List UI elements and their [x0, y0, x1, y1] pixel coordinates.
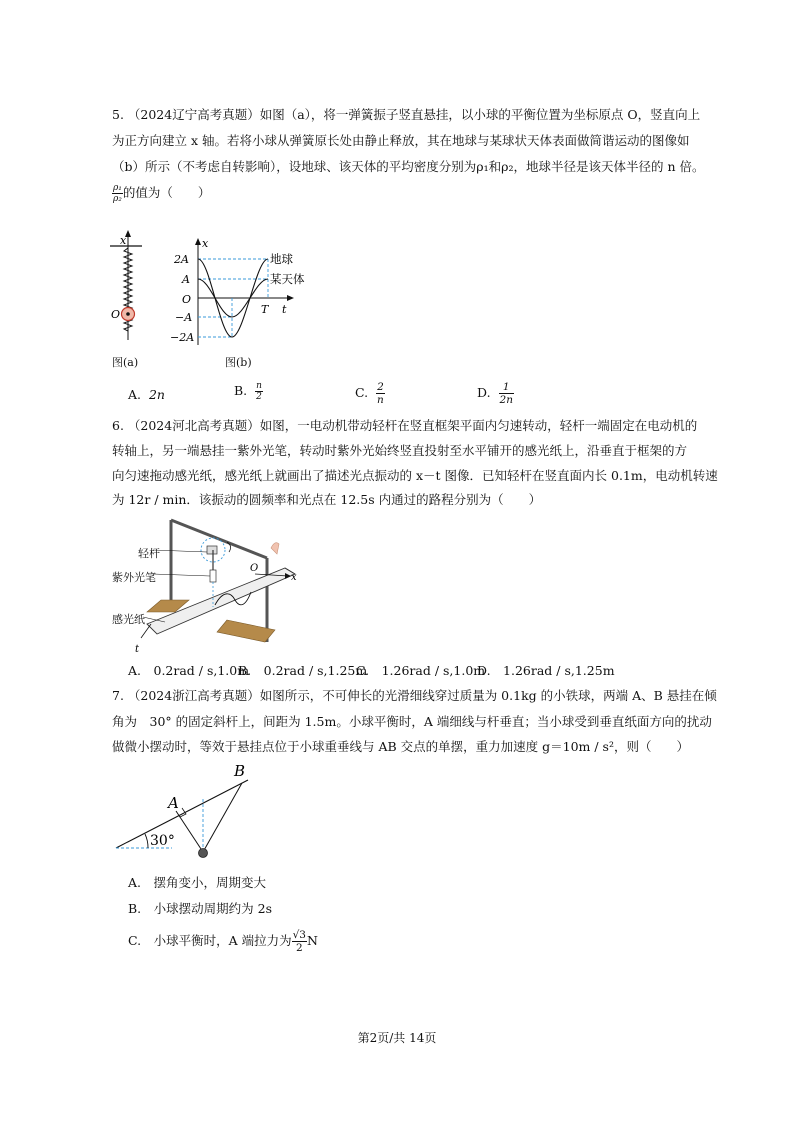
tick-T: T — [261, 303, 269, 316]
tick-2A: 2A — [174, 253, 189, 266]
paper-label: 感光纸 — [112, 613, 145, 626]
q7-option-b[interactable]: B. 小球摆动周期约为 2s — [128, 901, 273, 916]
earth-label: 地球 — [270, 252, 293, 266]
q7-option-a[interactable]: A. 摆角变小，周期变大 — [128, 875, 267, 890]
q5-line-4 — [112, 183, 210, 204]
q5-option-d[interactable]: D. $\frac{1}{2n}$ — [477, 381, 513, 406]
q5-figure-a — [108, 228, 148, 363]
point-A-label: A — [168, 794, 179, 812]
q5-frac-den: ρ₂ — [113, 194, 122, 204]
q7-figure — [112, 760, 262, 860]
q6-option-a[interactable]: A. 0.2rad / s,1.0m — [128, 663, 250, 678]
tick-A: A — [182, 273, 190, 286]
fig-b-y-axis-label: x — [202, 237, 209, 250]
inclined-rod — [116, 780, 248, 848]
tick-neg-2A: −2A — [170, 331, 195, 344]
q6-option-c[interactable]: C. 1.26rad / s,1.0m — [356, 663, 486, 678]
tick-O: O — [182, 293, 192, 306]
q7-line-3: 做微小摆动时，等效于悬挂点位于小球重垂线与 AB 交点的单摆，重力加速度 g＝10m / s²，则（ ） — [112, 739, 689, 754]
rod-label: 轻杆 — [138, 547, 160, 560]
uv-pen-label: 紫外光笔 — [112, 571, 156, 584]
tick-neg-A: −A — [175, 311, 193, 324]
q6-t-label: t — [135, 644, 140, 655]
q6-line-1: 6. （2024河北高考真题）如图，一电动机带动轻杆在竖直框架平面内匀速转动，轻杆一端固定在电动机的 — [112, 418, 698, 433]
q5-density-ratio — [112, 183, 123, 204]
fig-a-origin-label: O — [111, 308, 121, 321]
fig-b-caption: 图(b) — [225, 356, 252, 369]
q5-frac-num: ρ₁ — [113, 183, 122, 193]
q6-x-label: x — [291, 572, 297, 583]
q6-line-2: 转轴上，另一端悬挂一紫外光笔，转动时紫外光始终竖直投射至水平铺开的感光纸上，沿垂直于框架的方 — [112, 443, 688, 458]
q6-option-b[interactable]: B. 0.2rad / s,1.25m — [238, 663, 368, 678]
fig-a-axis-label: x — [120, 234, 127, 247]
q5-line-3: （b）所示（不考虑自转影响），设地球、该天体的平均密度分别为ρ₁和ρ₂，地球半径是该天体半径的 n 倍。 — [112, 159, 705, 174]
q5-option-a[interactable]: A. 2n — [128, 387, 165, 402]
q5-figure-b — [170, 235, 320, 355]
angle-label: 30° — [150, 833, 175, 849]
q5-option-b[interactable]: B. $\frac{n}{2}$ — [234, 381, 262, 402]
q6-line-3: 向匀速拖动感光纸，感光纸上就画出了描述光点振动的 x－t 图像．已知轻杆在竖直面内长 0.1m，电动机转速 — [112, 468, 718, 483]
q7-line-2: 角为 30° 的固定斜杆上，间距为 1.5m。小球平衡时，A 端细线与杆垂直；当小球受到垂直纸面方向的扰动 — [112, 714, 712, 729]
q5-option-c[interactable]: C. $\frac{2}{n}$ — [355, 381, 384, 406]
q5-line-2: 为正方向建立 x 轴。若将小球从弹簧原长处由静止释放，其在地球与某球状天体表面做简谐运动的图像如 — [112, 133, 690, 148]
q6-origin-label: O — [250, 563, 259, 574]
body-label: 某天体 — [270, 272, 305, 286]
q5-question-tail: 的值为（ ） — [122, 185, 211, 200]
point-B-label: B — [234, 762, 246, 780]
q7-line-1: 7. （2024浙江高考真题）如图所示，不可伸长的光滑细线穿过质量为 0.1kg 的小铁球，两端 A、B 悬挂在倾 — [112, 688, 717, 703]
q7-option-c[interactable]: C. 小球平衡时，A 端拉力为 $\frac{√3}{2}$ N — [128, 929, 318, 954]
q6-line-4: 为 12r / min．该振动的圆频率和光点在 12.5s 内通过的路程分别为（ ） — [112, 492, 542, 507]
q5-line-1: 5. （2024辽宁高考真题）如图（a），将一弹簧振子竖直悬挂，以小球的平衡位置为坐标原点 O，竖直向上 — [112, 107, 701, 122]
page-footer: 第2页/共 14页 — [357, 1031, 437, 1045]
q6-figure — [105, 512, 305, 660]
fig-a-caption: 图(a) — [112, 356, 139, 369]
fig-b-x-axis-label: t — [282, 303, 287, 316]
q6-option-d[interactable]: D. 1.26rad / s,1.25m — [477, 663, 615, 678]
iron-ball — [199, 849, 208, 858]
